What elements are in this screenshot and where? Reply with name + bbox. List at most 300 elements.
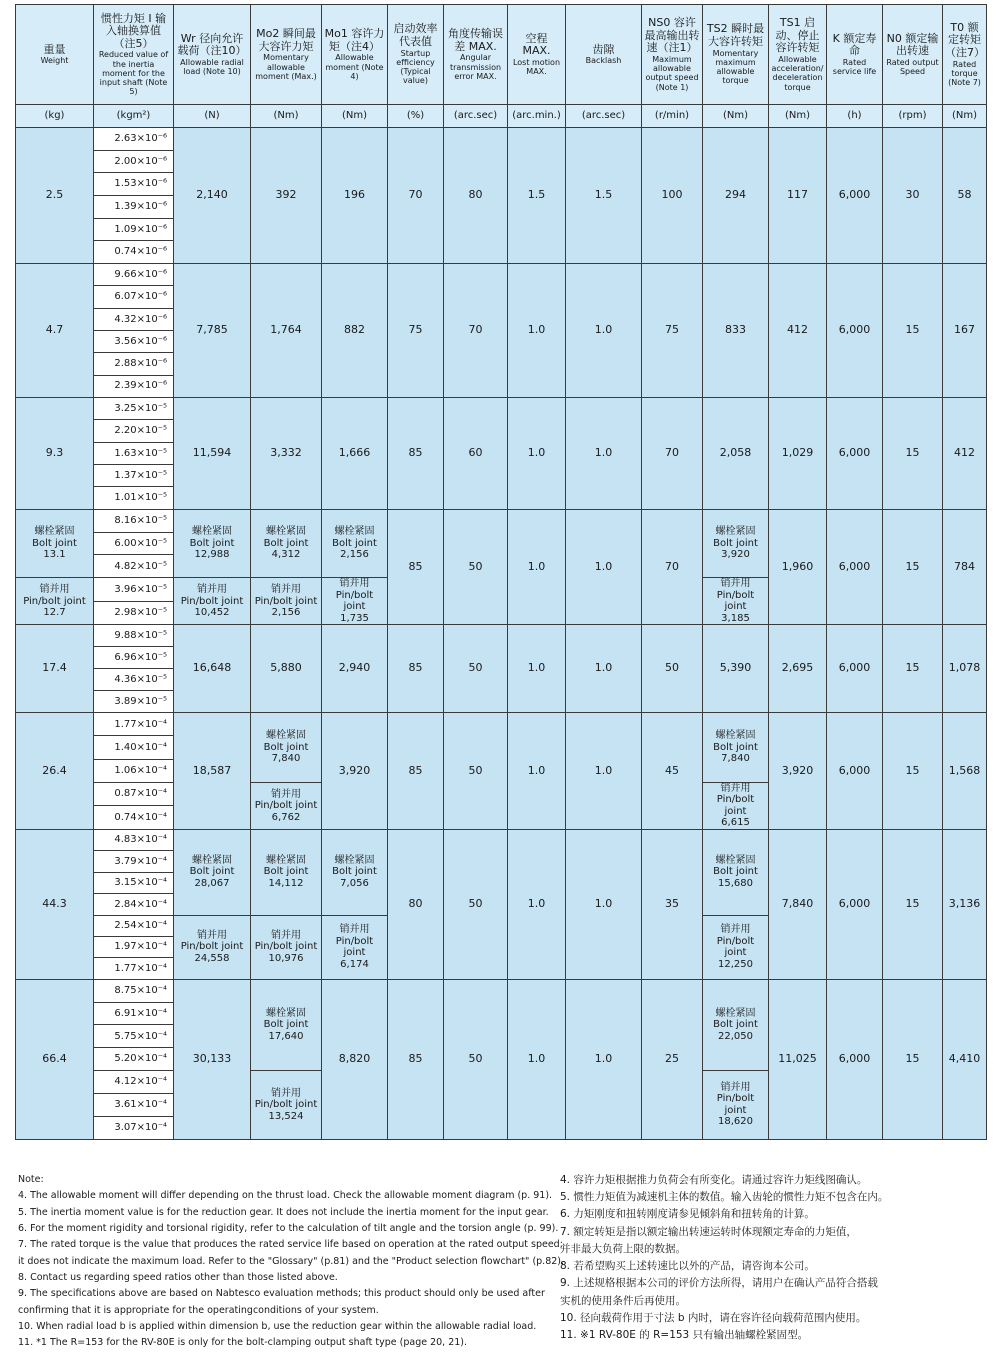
inertia-value: 2.20×10⁻⁵ bbox=[94, 420, 174, 442]
column-header bbox=[642, 5, 703, 105]
bolt-label-zh: 螺栓紧固 bbox=[266, 526, 306, 538]
ns0-value: 70 bbox=[642, 397, 703, 509]
bolt-label-zh: 螺栓紧固 bbox=[266, 854, 306, 866]
pin-label-zh: 销并用 bbox=[271, 584, 301, 595]
mo2-value: 392 bbox=[251, 128, 322, 264]
inertia-value: 2.88×10⁻⁶ bbox=[94, 353, 174, 375]
pin-label-zh: 销并用 bbox=[720, 782, 751, 794]
column-title-zh: K 额定寿命 bbox=[832, 31, 877, 58]
bolt-label-zh: 螺栓紧固 bbox=[34, 526, 75, 538]
column-header bbox=[566, 5, 642, 105]
column-title-en: Rated torque (Note 7) bbox=[948, 59, 981, 88]
column-unit: (N) bbox=[174, 105, 251, 128]
bolt-label-en: Bolt joint bbox=[332, 537, 377, 549]
header-row bbox=[16, 5, 987, 105]
k-value: 6,000 bbox=[827, 397, 883, 509]
note-line-en: 8. Contact us regarding speed ratios other than those listed above. bbox=[18, 1271, 338, 1283]
pin-joint-cell bbox=[703, 915, 769, 979]
inertia-value: 0.74×10⁻⁶ bbox=[94, 241, 174, 264]
inertia-value: 4.12×10⁻⁴ bbox=[94, 1071, 174, 1094]
ns0-value: 45 bbox=[642, 713, 703, 830]
t0-value: 4,410 bbox=[943, 979, 987, 1139]
mo1-value: 2,940 bbox=[322, 625, 388, 713]
lost-value: 1.0 bbox=[508, 509, 566, 624]
column-title-en: Angular transmission error MAX. bbox=[449, 53, 502, 81]
inertia-value: 6.91×10⁻⁴ bbox=[94, 1002, 174, 1025]
column-title-en: Startup efficiency (Typical value) bbox=[396, 48, 435, 86]
pin-joint-cell bbox=[322, 578, 388, 625]
pin-label-zh: 销并用 bbox=[271, 788, 301, 800]
backlash-value: 1.0 bbox=[566, 979, 642, 1139]
column-header bbox=[16, 5, 94, 105]
bolt-joint-cell bbox=[16, 509, 94, 577]
pin-label-zh: 销并用 bbox=[197, 584, 227, 595]
column-header bbox=[444, 5, 508, 105]
pin-label-zh: 销并用 bbox=[197, 929, 227, 941]
ts1-value: 117 bbox=[769, 128, 827, 264]
table-row bbox=[16, 128, 987, 151]
bolt-joint-cell bbox=[703, 979, 769, 1070]
bolt-label-en: Bolt joint bbox=[189, 866, 235, 878]
bolt-label-en: Bolt joint bbox=[713, 1019, 758, 1031]
inertia-value: 1.01×10⁻⁵ bbox=[94, 487, 174, 509]
value: 3,920 bbox=[721, 549, 750, 561]
column-title-en: Allowable acceleration/ deceleration torque bbox=[771, 55, 824, 92]
bolt-joint-cell bbox=[174, 829, 251, 915]
bolt-joint-cell bbox=[703, 713, 769, 783]
note-line-zh: 并非最大负荷上限的数据。 bbox=[560, 1242, 686, 1255]
note-line-zh: 8. 若希望购买上述转速比以外的产品，请咨询本公司。 bbox=[560, 1260, 815, 1273]
note-line-en: 11. *1 The R=153 for the RV-80E is only for the bolt-clamping output shaft type (page 20, 21). bbox=[18, 1337, 468, 1349]
inertia-value: 3.15×10⁻⁴ bbox=[94, 872, 174, 893]
n0-value: 15 bbox=[883, 829, 943, 979]
inertia-value: 6.00×10⁻⁵ bbox=[94, 532, 174, 555]
column-title-en: Reduced value of the inertia moment for the input shaft (Note 5) bbox=[98, 50, 169, 97]
value: 7,056 bbox=[340, 877, 369, 889]
bolt-joint-cell bbox=[251, 713, 322, 783]
bolt-label-zh: 螺栓紧固 bbox=[334, 854, 375, 866]
bolt-joint-cell bbox=[322, 829, 388, 915]
ns0-value: 25 bbox=[642, 979, 703, 1139]
pin-label-zh: 销并用 bbox=[271, 1087, 301, 1099]
pin-joint-cell bbox=[174, 578, 251, 625]
column-title-zh: T0 额定转矩（注7） bbox=[945, 20, 985, 60]
mo1-value: 8,820 bbox=[322, 979, 388, 1139]
inertia-value: 8.75×10⁻⁴ bbox=[94, 979, 174, 1002]
column-title-en: Momentary allowable moment (Max.) bbox=[255, 53, 317, 81]
column-unit: (r/min) bbox=[642, 105, 703, 128]
inertia-value: 2.98×10⁻⁵ bbox=[94, 601, 174, 625]
note-line-zh: 实机的使用条件后再使用。 bbox=[560, 1294, 686, 1307]
table-row bbox=[16, 625, 987, 647]
t0-value: 3,136 bbox=[943, 829, 987, 979]
bolt-label-en: Bolt joint bbox=[332, 866, 377, 878]
pin-joint-cell bbox=[251, 782, 322, 829]
value: 2,156 bbox=[271, 607, 301, 618]
wr-value: 16,648 bbox=[174, 625, 251, 713]
pin-joint-cell bbox=[251, 1071, 322, 1140]
ns0-value: 35 bbox=[642, 829, 703, 979]
inertia-value: 4.32×10⁻⁶ bbox=[94, 308, 174, 330]
inertia-value: 2.63×10⁻⁶ bbox=[94, 128, 174, 151]
eff-value: 85 bbox=[388, 713, 444, 830]
pin-joint-cell bbox=[703, 578, 769, 625]
bolt-joint-cell bbox=[251, 829, 322, 915]
column-title-zh: NS0 容许最高输出转速（注1） bbox=[644, 16, 700, 55]
column-unit: (kg) bbox=[16, 105, 94, 128]
value: 6,615 bbox=[721, 817, 750, 829]
column-header bbox=[703, 5, 769, 105]
column-header bbox=[508, 5, 566, 105]
inertia-value: 4.36×10⁻⁵ bbox=[94, 669, 174, 691]
ang-value: 50 bbox=[444, 509, 508, 624]
ang-value: 50 bbox=[444, 979, 508, 1139]
pin-label-en: Pin/bolt joint bbox=[180, 941, 244, 953]
pin-joint-cell bbox=[703, 1071, 769, 1140]
t0-value: 58 bbox=[943, 128, 987, 264]
pin-label-en: Pin/bolt joint bbox=[180, 595, 244, 607]
eff-value: 75 bbox=[388, 263, 444, 397]
wr-value: 2,140 bbox=[174, 128, 251, 264]
column-unit: (kgm²) bbox=[94, 105, 174, 128]
ang-value: 60 bbox=[444, 397, 508, 509]
inertia-value: 9.66×10⁻⁶ bbox=[94, 263, 174, 285]
note-line-zh: 7. 额定转矩是指以额定输出转速运转时体现额定寿命的力矩值， bbox=[560, 1225, 857, 1238]
ts1-value: 2,695 bbox=[769, 625, 827, 713]
inertia-value: 1.97×10⁻⁴ bbox=[94, 936, 174, 957]
inertia-value: 5.20×10⁻⁴ bbox=[94, 1048, 174, 1071]
ts2-value: 833 bbox=[703, 263, 769, 397]
table-row bbox=[16, 713, 987, 736]
eff-value: 70 bbox=[388, 128, 444, 264]
column-unit: (rpm) bbox=[883, 105, 943, 128]
bolt-label-zh: 螺栓紧固 bbox=[715, 730, 756, 742]
note-line-en: 7. The rated torque is the value that produces the rated service life based on operation at the rated output speed; bbox=[18, 1239, 563, 1251]
ns0-value: 100 bbox=[642, 128, 703, 264]
pin-label-en: Pin/bolt joint bbox=[254, 941, 318, 953]
inertia-value: 8.16×10⁻⁵ bbox=[94, 509, 174, 532]
column-header bbox=[827, 5, 883, 105]
k-value: 6,000 bbox=[827, 509, 883, 624]
backlash-value: 1.0 bbox=[566, 509, 642, 624]
value: 12,988 bbox=[194, 549, 230, 561]
value: 12,250 bbox=[718, 958, 753, 970]
pin-label-zh: 销并用 bbox=[720, 578, 751, 590]
inertia-value: 4.82×10⁻⁵ bbox=[94, 555, 174, 578]
value: 7,840 bbox=[271, 753, 301, 765]
t0-value: 167 bbox=[943, 263, 987, 397]
pin-joint-cell bbox=[174, 915, 251, 979]
wr-value: 11,594 bbox=[174, 397, 251, 509]
k-value: 6,000 bbox=[827, 263, 883, 397]
t0-value: 784 bbox=[943, 509, 987, 624]
weight-value: 26.4 bbox=[16, 713, 94, 830]
unit-row bbox=[16, 105, 987, 128]
ts1-value: 412 bbox=[769, 263, 827, 397]
mo1-value: 882 bbox=[322, 263, 388, 397]
backlash-value: 1.0 bbox=[566, 713, 642, 830]
spec-table bbox=[15, 4, 987, 1140]
column-unit: (arc.sec) bbox=[566, 105, 642, 128]
ns0-value: 75 bbox=[642, 263, 703, 397]
value: 22,050 bbox=[718, 1030, 753, 1042]
ns0-value: 70 bbox=[642, 509, 703, 624]
column-title-en: Allowable moment (Note 4) bbox=[325, 53, 384, 81]
inertia-value: 2.84×10⁻⁴ bbox=[94, 894, 174, 915]
value: 6,174 bbox=[340, 958, 369, 970]
value: 10,452 bbox=[194, 607, 230, 618]
column-title-zh: Mo2 瞬间最大容许力矩 bbox=[256, 27, 316, 53]
ang-value: 80 bbox=[444, 128, 508, 264]
column-header bbox=[883, 5, 943, 105]
backlash-value: 1.0 bbox=[566, 397, 642, 509]
k-value: 6,000 bbox=[827, 713, 883, 830]
bolt-label-en: Bolt joint bbox=[713, 537, 758, 549]
lost-value: 1.0 bbox=[508, 397, 566, 509]
inertia-value: 3.79×10⁻⁴ bbox=[94, 851, 174, 872]
note-line-en: Note: bbox=[18, 1174, 44, 1185]
backlash-value: 1.0 bbox=[566, 625, 642, 713]
n0-value: 15 bbox=[883, 625, 943, 713]
pin-label-en: Pin/bolt joint bbox=[335, 935, 374, 959]
pin-label-zh: 销并用 bbox=[339, 924, 370, 936]
inertia-value: 1.53×10⁻⁶ bbox=[94, 173, 174, 196]
ts2-value: 294 bbox=[703, 128, 769, 264]
backlash-value: 1.0 bbox=[566, 263, 642, 397]
weight-value: 44.3 bbox=[16, 829, 94, 979]
pin-label-en: Pin/bolt joint bbox=[716, 794, 755, 817]
mo1-value: 1,666 bbox=[322, 397, 388, 509]
n0-value: 15 bbox=[883, 713, 943, 830]
bolt-label-en: Bolt joint bbox=[263, 537, 309, 549]
bolt-label-zh: 螺栓紧固 bbox=[266, 1007, 306, 1019]
bolt-label-zh: 螺栓紧固 bbox=[715, 526, 756, 538]
pin-joint-cell bbox=[251, 915, 322, 979]
pin-label-zh: 销并用 bbox=[39, 584, 70, 595]
note-line-zh: 11. ※1 RV-80E 的 R=153 只有输出轴螺栓紧固型。 bbox=[560, 1328, 809, 1341]
note-line-en: confirming that it is appropriate for the operatingconditions of your system. bbox=[18, 1304, 379, 1316]
value: 18,620 bbox=[718, 1116, 753, 1128]
bolt-label-en: Bolt joint bbox=[713, 866, 758, 878]
column-unit: (%) bbox=[388, 105, 444, 128]
table-row bbox=[16, 397, 987, 419]
inertia-value: 0.87×10⁻⁴ bbox=[94, 782, 174, 806]
ts2-value: 2,058 bbox=[703, 397, 769, 509]
column-title-zh: 启动效率 代表值 bbox=[393, 22, 438, 49]
backlash-value: 1.0 bbox=[566, 829, 642, 979]
value: 12.7 bbox=[43, 607, 66, 618]
inertia-value: 9.88×10⁻⁵ bbox=[94, 625, 174, 647]
ts1-value: 1,960 bbox=[769, 509, 827, 624]
mo2-value: 5,880 bbox=[251, 625, 322, 713]
pin-label-en: Pin/bolt joint bbox=[254, 1099, 318, 1111]
value: 3,185 bbox=[721, 612, 750, 624]
pin-joint-cell bbox=[16, 578, 94, 625]
inertia-value: 2.39×10⁻⁶ bbox=[94, 375, 174, 397]
inertia-value: 1.77×10⁻⁴ bbox=[94, 958, 174, 979]
pin-label-zh: 销并用 bbox=[720, 1081, 751, 1093]
column-header bbox=[769, 5, 827, 105]
value: 2,156 bbox=[340, 549, 369, 561]
column-title-zh: TS1 启动、停止容许转矩 bbox=[775, 16, 820, 55]
ts2-value: 5,390 bbox=[703, 625, 769, 713]
pin-label-en: Pin/bolt joint bbox=[335, 589, 374, 613]
column-unit: (arc.min.) bbox=[508, 105, 566, 128]
column-title-zh: TS2 瞬时最大容许转矩 bbox=[706, 22, 765, 49]
column-title-zh: 角度传输误差 MAX. bbox=[448, 27, 503, 53]
ts1-value: 3,920 bbox=[769, 713, 827, 830]
column-title-zh: 空程 MAX. bbox=[522, 31, 551, 58]
ang-value: 50 bbox=[444, 713, 508, 830]
column-header bbox=[943, 5, 987, 105]
inertia-value: 3.61×10⁻⁴ bbox=[94, 1093, 174, 1116]
k-value: 6,000 bbox=[827, 625, 883, 713]
column-unit: (Nm) bbox=[322, 105, 388, 128]
inertia-value: 1.06×10⁻⁴ bbox=[94, 759, 174, 782]
pin-label-en: Pin/bolt joint bbox=[23, 595, 86, 607]
bolt-label-zh: 螺栓紧固 bbox=[192, 854, 232, 866]
column-header bbox=[251, 5, 322, 105]
column-unit: (h) bbox=[827, 105, 883, 128]
column-title-en: Lost motion MAX. bbox=[512, 57, 561, 77]
ns0-value: 50 bbox=[642, 625, 703, 713]
column-title-zh: 齿隙 bbox=[592, 42, 615, 56]
column-title-en: Weight bbox=[40, 56, 69, 66]
n0-value: 30 bbox=[883, 128, 943, 264]
column-header bbox=[94, 5, 174, 105]
column-title-en: Rated output Speed bbox=[886, 57, 939, 77]
value: 7,840 bbox=[721, 753, 750, 765]
inertia-value: 3.96×10⁻⁵ bbox=[94, 578, 174, 602]
column-title-zh: Mo1 容许力矩（注4） bbox=[324, 27, 385, 53]
bolt-joint-cell bbox=[703, 829, 769, 915]
eff-value: 85 bbox=[388, 979, 444, 1139]
weight-value: 4.7 bbox=[16, 263, 94, 397]
table-row bbox=[16, 509, 987, 532]
note-line-en: 10. When radial load b is applied within dimension b, use the reduction gear within the allowable radial load. bbox=[18, 1320, 537, 1332]
ts1-value: 7,840 bbox=[769, 829, 827, 979]
lost-value: 1.0 bbox=[508, 713, 566, 830]
note-line-en: it does not indicate the maximum load. Refer to the "Glossary" (p.81) and the "Product selection flowchart" (p.82). bbox=[18, 1255, 565, 1267]
lost-value: 1.0 bbox=[508, 263, 566, 397]
column-header bbox=[388, 5, 444, 105]
weight-value: 2.5 bbox=[16, 128, 94, 264]
inertia-value: 4.83×10⁻⁴ bbox=[94, 829, 174, 850]
pin-joint-cell bbox=[322, 915, 388, 979]
note-line-en: 4. The allowable moment will differ depending on the thrust load. Check the allowable moment diagram (p. 91). bbox=[18, 1190, 553, 1202]
lost-value: 1.0 bbox=[508, 979, 566, 1139]
weight-value: 66.4 bbox=[16, 979, 94, 1139]
column-header bbox=[322, 5, 388, 105]
inertia-value: 6.96×10⁻⁵ bbox=[94, 647, 174, 669]
mo2-value: 1,764 bbox=[251, 263, 322, 397]
eff-value: 85 bbox=[388, 509, 444, 624]
k-value: 6,000 bbox=[827, 128, 883, 264]
wr-value: 30,133 bbox=[174, 979, 251, 1139]
t0-value: 412 bbox=[943, 397, 987, 509]
note-line-zh: 9. 上述规格根据本公司的评价方法所得，请用户在确认产品符合搭载 bbox=[560, 1277, 878, 1290]
note-line-en: 9. The specifications above are based on Nabtesco evaluation methods; this product should only be used after bbox=[18, 1288, 545, 1300]
column-unit: (Nm) bbox=[251, 105, 322, 128]
table-row bbox=[16, 979, 987, 1002]
column-title-en: Backlash bbox=[585, 56, 622, 66]
bolt-label-en: Bolt joint bbox=[189, 537, 235, 549]
mo2-value: 3,332 bbox=[251, 397, 322, 509]
inertia-value: 2.54×10⁻⁴ bbox=[94, 915, 174, 936]
ts1-value: 11,025 bbox=[769, 979, 827, 1139]
column-unit: (Nm) bbox=[943, 105, 987, 128]
ang-value: 50 bbox=[444, 625, 508, 713]
inertia-value: 5.75×10⁻⁴ bbox=[94, 1025, 174, 1048]
column-title-zh: N0 额定输出转速 bbox=[886, 31, 939, 58]
pin-label-zh: 销并用 bbox=[720, 924, 751, 936]
column-unit: (arc.sec) bbox=[444, 105, 508, 128]
ts1-value: 1,029 bbox=[769, 397, 827, 509]
table-row bbox=[16, 263, 987, 285]
column-unit: (Nm) bbox=[769, 105, 827, 128]
bolt-joint-cell bbox=[174, 509, 251, 577]
bolt-label-zh: 螺栓紧固 bbox=[192, 526, 232, 538]
bolt-joint-cell bbox=[251, 979, 322, 1070]
value: 4,312 bbox=[271, 549, 301, 561]
pin-label-zh: 销并用 bbox=[271, 929, 301, 941]
k-value: 6,000 bbox=[827, 979, 883, 1139]
column-header bbox=[174, 5, 251, 105]
pin-label-en: Pin/bolt joint bbox=[716, 1093, 755, 1116]
note-line-zh: 4. 容许力矩根据推力负荷会有所变化。请通过容许力矩线图确认。 bbox=[560, 1174, 868, 1186]
inertia-value: 1.39×10⁻⁶ bbox=[94, 195, 174, 218]
notes-english bbox=[18, 1172, 565, 1352]
note-line-en: 5. The inertia moment value is for the reduction gear. It does not include the inertia moment for the input gear. bbox=[18, 1206, 549, 1218]
value: 17,640 bbox=[268, 1030, 304, 1042]
bolt-label-zh: 螺栓紧固 bbox=[715, 1007, 756, 1019]
table-row bbox=[16, 829, 987, 850]
value: 6,762 bbox=[271, 811, 301, 823]
mo1-value: 196 bbox=[322, 128, 388, 264]
ang-value: 50 bbox=[444, 829, 508, 979]
column-title-en: Maximum allowable output speed (Note 1) bbox=[645, 55, 699, 92]
column-unit: (Nm) bbox=[703, 105, 769, 128]
inertia-value: 3.89×10⁻⁵ bbox=[94, 691, 174, 713]
value: 28,067 bbox=[194, 877, 230, 889]
eff-value: 80 bbox=[388, 829, 444, 979]
column-title-zh: Wr 径向允许载荷（注10） bbox=[177, 31, 247, 58]
inertia-value: 3.56×10⁻⁶ bbox=[94, 330, 174, 352]
column-title-en: Allowable radial load (Note 10) bbox=[180, 57, 244, 77]
column-title-zh: 惯性力矩 I 输入轴换算值（注5） bbox=[100, 11, 167, 50]
weight-value: 9.3 bbox=[16, 397, 94, 509]
pin-joint-cell bbox=[251, 578, 322, 625]
inertia-value: 3.25×10⁻⁵ bbox=[94, 397, 174, 419]
value: 13,524 bbox=[268, 1110, 304, 1122]
n0-value: 15 bbox=[883, 263, 943, 397]
bolt-label-en: Bolt joint bbox=[263, 741, 309, 753]
bolt-joint-cell bbox=[322, 509, 388, 577]
ang-value: 70 bbox=[444, 263, 508, 397]
bolt-label-en: Bolt joint bbox=[32, 537, 77, 549]
lost-value: 1.5 bbox=[508, 128, 566, 264]
bolt-joint-cell bbox=[251, 509, 322, 577]
pin-label-en: Pin/bolt joint bbox=[254, 595, 318, 607]
inertia-value: 0.74×10⁻⁴ bbox=[94, 806, 174, 830]
inertia-value: 1.63×10⁻⁵ bbox=[94, 442, 174, 464]
n0-value: 15 bbox=[883, 397, 943, 509]
k-value: 6,000 bbox=[827, 829, 883, 979]
eff-value: 85 bbox=[388, 397, 444, 509]
inertia-value: 2.00×10⁻⁶ bbox=[94, 150, 174, 173]
value: 24,558 bbox=[194, 952, 230, 964]
t0-value: 1,078 bbox=[943, 625, 987, 713]
